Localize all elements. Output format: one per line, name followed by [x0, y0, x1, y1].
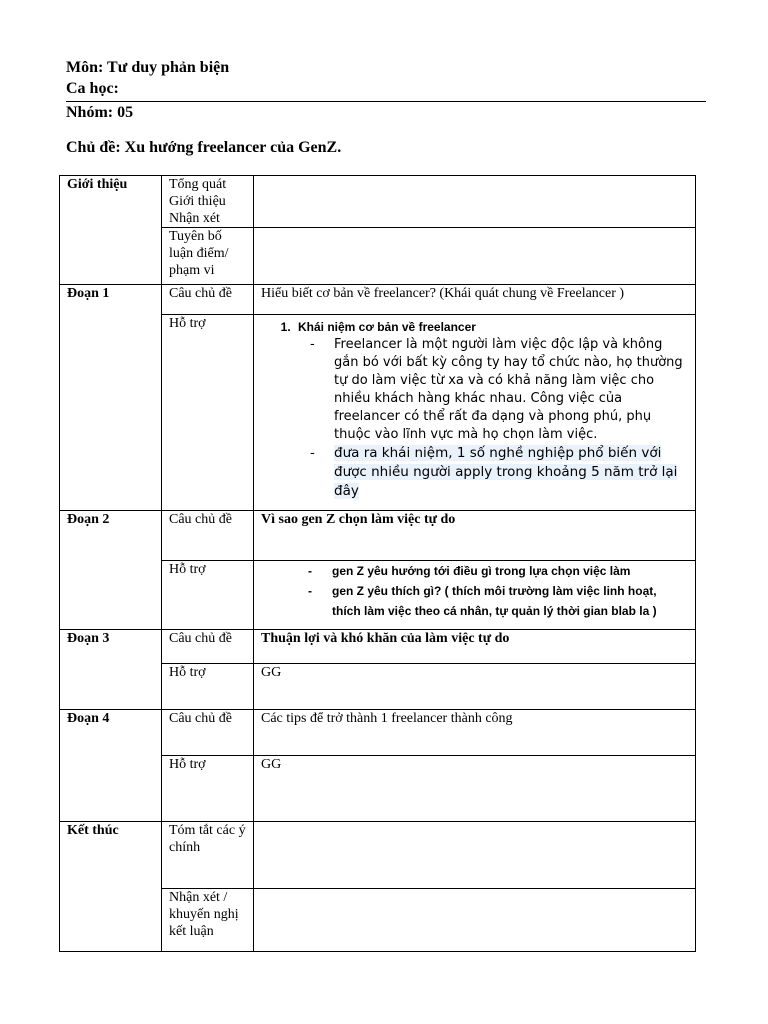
topic-title: Chủ đề: Xu hướng freelancer của GenZ. [66, 139, 342, 156]
p1-topic-row [60, 285, 696, 315]
p2-topic-sentence: Vì sao gen Z chọn làm việc tự do [254, 511, 696, 561]
p1-bullets [304, 336, 688, 501]
intro-content-1 [254, 176, 696, 228]
p4-topic-sentence: Các tips để trở thành 1 freelancer thành công [254, 710, 696, 756]
p1-support-heading: 1. Khái niệm cơ bản về freelancer [294, 319, 688, 336]
p3-topic-row [60, 630, 696, 664]
group-line: Nhóm: 05 [66, 104, 134, 121]
intro-content-2 [254, 228, 696, 285]
section-label-end: Kết thúc [60, 822, 162, 952]
p2-support-role: Hỗ trợ [162, 561, 254, 630]
end-row-1 [60, 822, 696, 889]
p1-topic-role: Câu chủ đề [162, 285, 254, 315]
p1-bullet-2 [304, 444, 688, 501]
document-header [66, 57, 706, 124]
end-role-2: Nhận xét / khuyến nghị kết luận [162, 889, 254, 952]
p2-topic-role: Câu chủ đề [162, 511, 254, 561]
p1-support-list [254, 319, 688, 336]
intro-row-1 [60, 176, 696, 228]
p1-bullet-1: - Freelancer là một người làm việc độc lập và không gắn bó với bất kỳ công ty hay tổ chức nào, họ thường tự do làm việc từ xa và có khả năng làm việc cho nhiều khách hàng khác nhau. Công việc của freelancer có thể rất đa dạng và phong phú, phụ thuộc vào lĩnh vực mà họ chọn làm việc. [304, 336, 688, 444]
p3-support-text: GG [254, 664, 696, 710]
intro-role-2: Tuyên bố luận điểm/ phạm vi [162, 228, 254, 285]
p4-topic-row [60, 710, 696, 756]
section-label-p2: Đoạn 2 [60, 511, 162, 630]
section-label-p4: Đoạn 4 [60, 710, 162, 822]
intro-role-1: Tổng quát Giới thiệu Nhận xét [162, 176, 254, 228]
p2-bullet-1: - gen Z yêu hướng tới điều gì trong lựa chọn việc làm [302, 561, 688, 581]
p2-topic-row [60, 511, 696, 561]
end-role-1: Tóm tắt các ý chính [162, 822, 254, 889]
p2-bullets [302, 561, 688, 621]
p4-topic-role: Câu chủ đề [162, 710, 254, 756]
section-label-p1: Đoạn 1 [60, 285, 162, 511]
end-content-2 [254, 889, 696, 952]
end-content-1 [254, 822, 696, 889]
p3-topic-sentence: Thuận lợi và khó khăn của làm việc tự do [254, 630, 696, 664]
p4-support-role: Hỗ trợ [162, 756, 254, 822]
p2-support-content [254, 561, 696, 630]
p3-topic-role: Câu chủ đề [162, 630, 254, 664]
subject-line: Môn: Tư duy phản biện [66, 59, 230, 76]
section-label-intro: Giới thiệu [60, 176, 162, 285]
p1-support-content [254, 315, 696, 511]
p2-bullet-2: - gen Z yêu thích gì? ( thích môi trường làm việc linh hoạt, thích làm việc theo cá nhân, tự quản lý thời gian blab la ) [302, 581, 688, 621]
p3-support-role: Hỗ trợ [162, 664, 254, 710]
p1-bullet-2-text: đưa ra khái niệm, 1 số nghề nghiệp phổ biến với được nhiều người apply trong khoảng 5 năm trở lại đây [334, 445, 678, 499]
p4-support-text: GG [254, 756, 696, 822]
session-line: Ca học: [66, 79, 706, 102]
outline-table [59, 175, 696, 952]
p1-topic-sentence: Hiểu biết cơ bản về freelancer? (Khái quát chung về Freelancer ) [254, 285, 696, 315]
p1-support-role: Hỗ trợ [162, 315, 254, 511]
section-label-p3: Đoạn 3 [60, 630, 162, 710]
